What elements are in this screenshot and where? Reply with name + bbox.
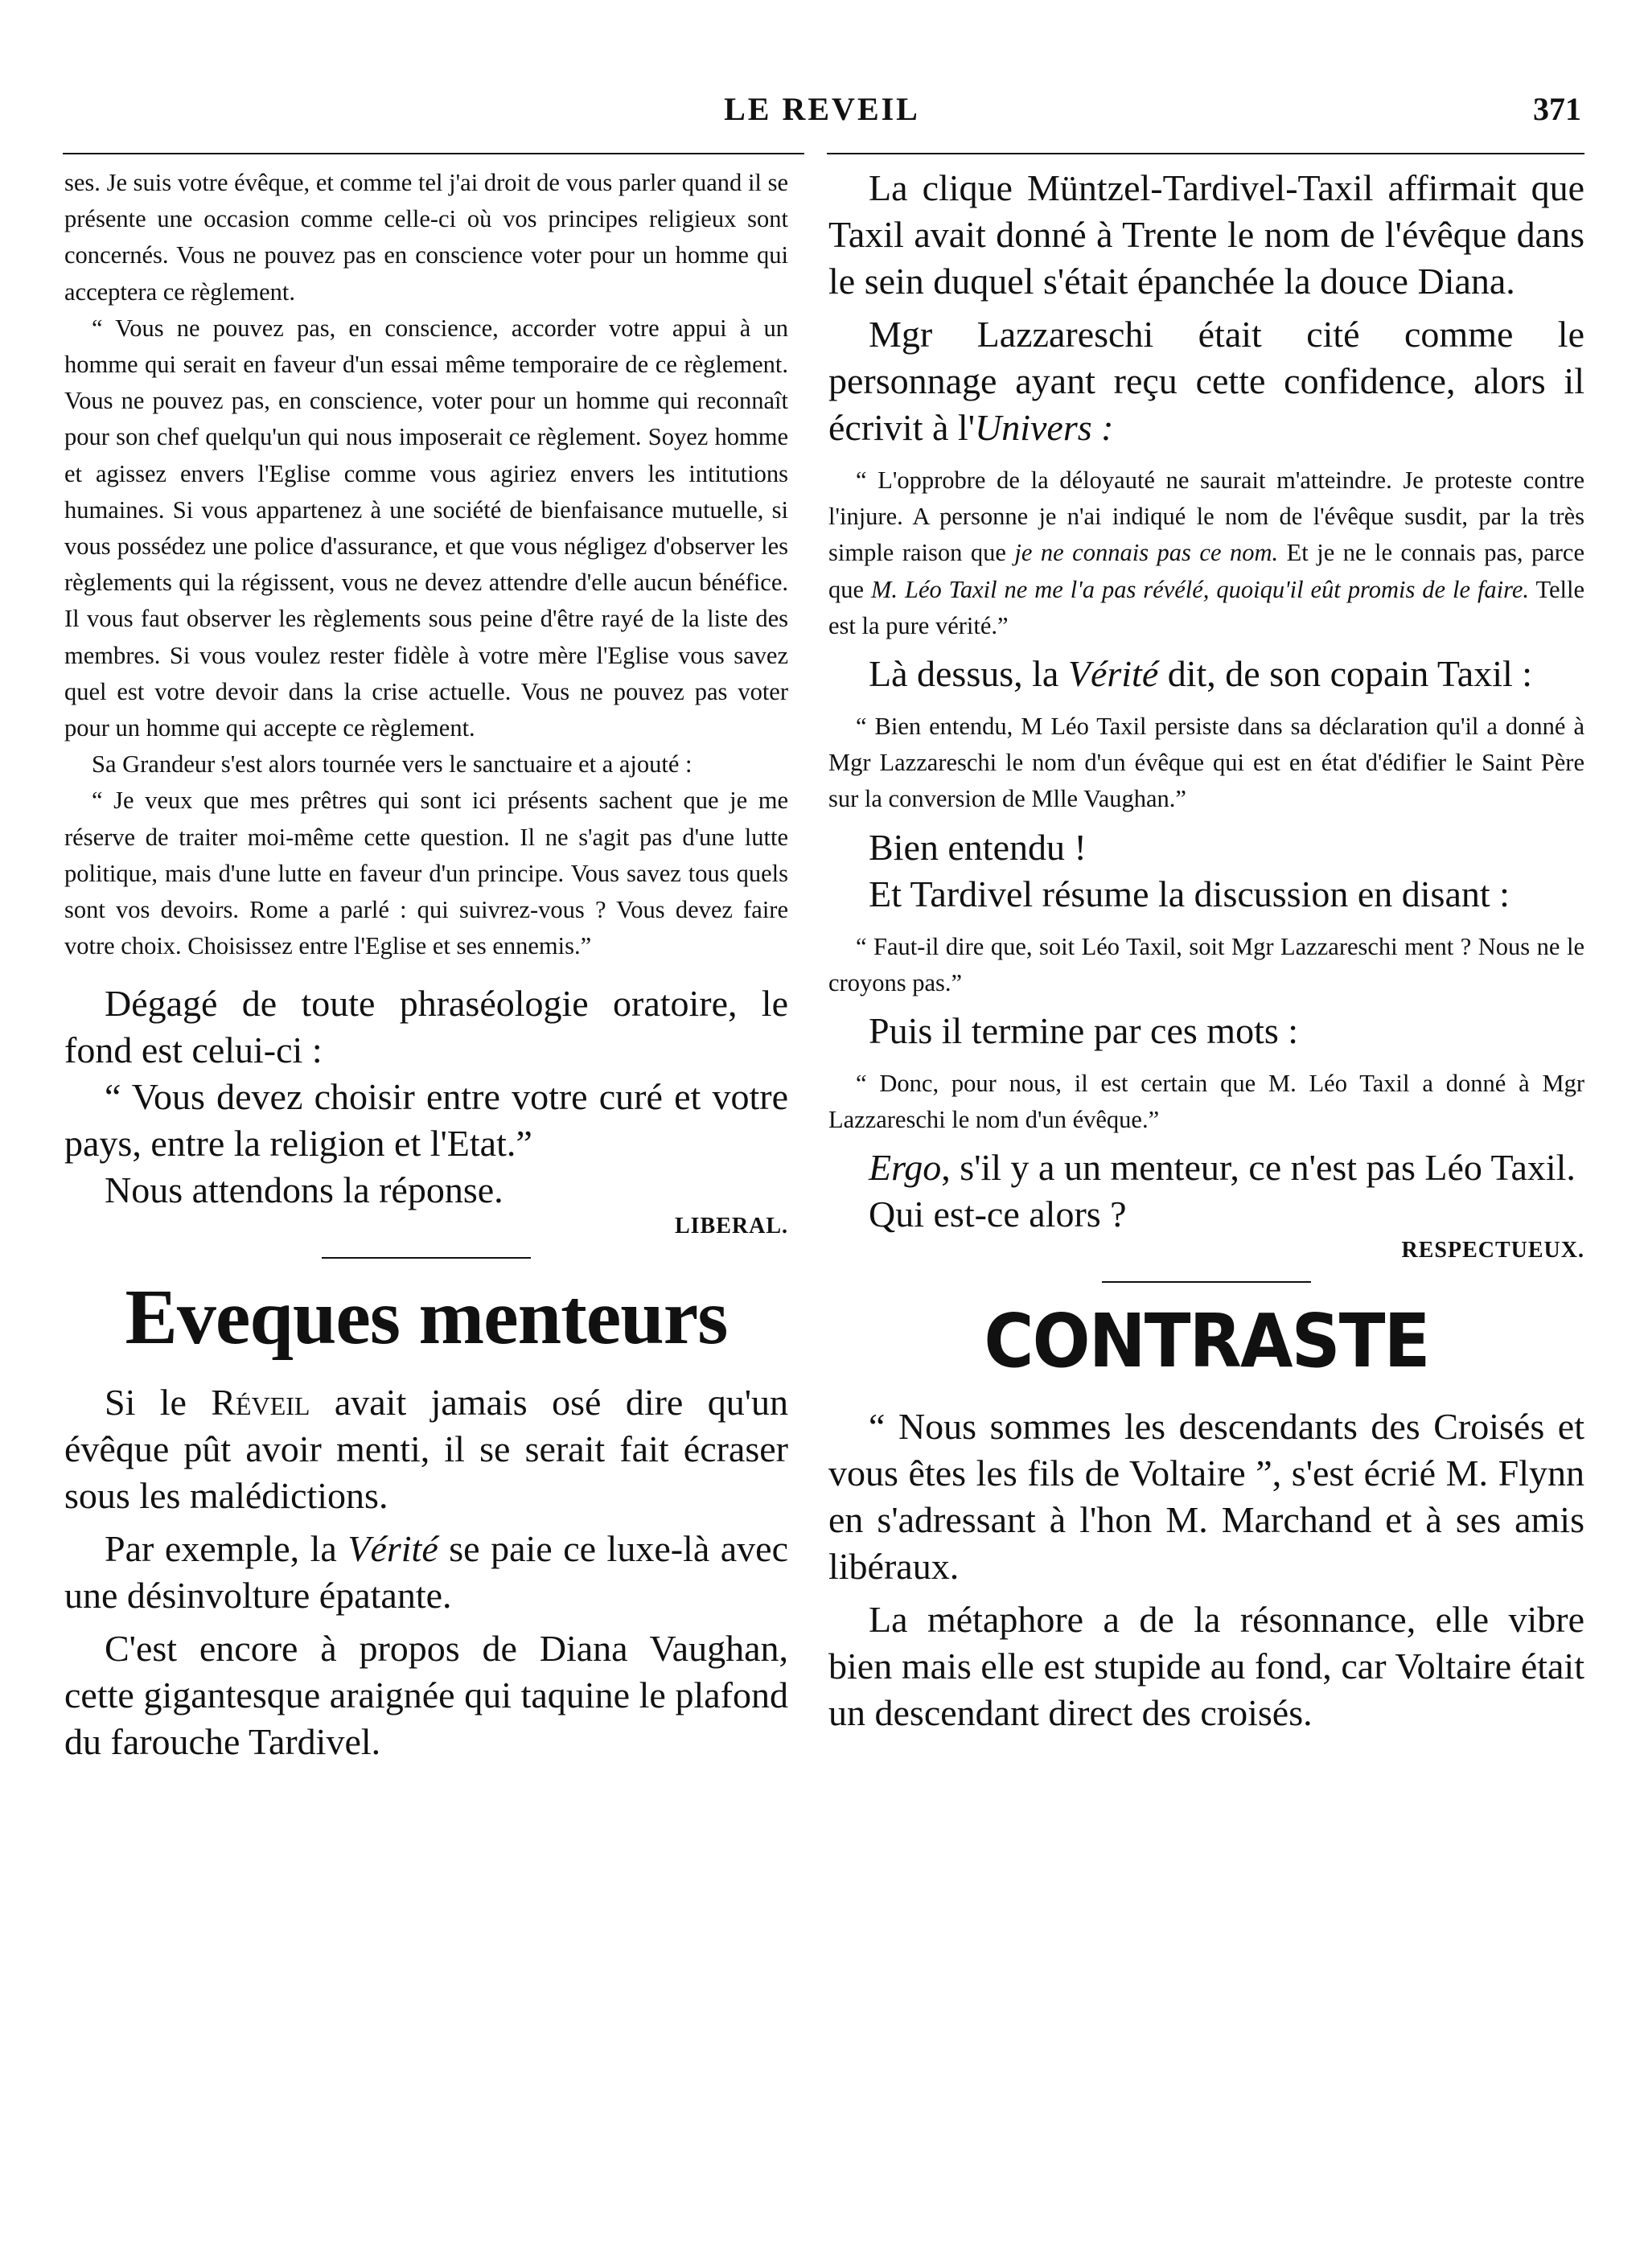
paragraph	[828, 651, 1584, 697]
paragraph: ses. Je suis votre évêque, et comme tel j'ai droit de vous parler quand il se présente une occasion comme celle-ci où vos principes religieux sont concernés. Vous ne pouvez pas en conscience voter pour un homme qui acceptera ce règlement.	[64, 169, 788, 306]
paragraph	[64, 1526, 788, 1619]
paragraph	[64, 1379, 788, 1519]
text-run: Par exemple, la	[105, 1528, 348, 1570]
quote-paragraph: “ Bien entendu, M Léo Taxil persiste dans sa déclaration qu'il a donné à Mgr Lazzareschi le nom d'un évêque qui est en état d'édifier le Saint Père sur la conversion de Mlle Vaughan.”	[828, 713, 1584, 813]
newspaper-name: Vérité	[347, 1528, 438, 1570]
text-run: Mgr Lazzareschi était cité comme le personnage ayant reçu cette confidence, alors il écrivit à l'	[828, 314, 1584, 448]
left-column	[64, 165, 788, 1765]
text-run: avait jamais osé dire qu'un évêque pût avoir menti, il se serait fait écraser sous les malédictions.	[64, 1382, 789, 1517]
text-run: Là dessus, la	[869, 653, 1068, 695]
paragraph: Bien entendu !	[869, 826, 1087, 868]
text-run: Telle est la pure vérité.”	[828, 575, 1584, 639]
newspaper-name: Univers :	[974, 407, 1114, 448]
paragraph: Puis il termine par ces mots :	[869, 1010, 1299, 1052]
text-run: se paie ce luxe-là avec une désinvolture épatante.	[64, 1528, 788, 1617]
text-run: Et je ne le connais pas, parce que	[828, 539, 1584, 603]
text-run: dit, de son copain Taxil :	[1158, 653, 1533, 695]
running-head: LE REVEIL	[724, 91, 920, 127]
quote-paragraph: “ Nous sommes les descendants des Croisés et vous êtes les fils de Voltaire ”, s'est écrié M. Flynn en s'adressant à l'hon M. Marchand et à ses amis libéraux.	[828, 1406, 1584, 1588]
article-headline: CONTRASTE	[984, 1298, 1429, 1385]
paragraph	[828, 1144, 1584, 1191]
quote-paragraph: “ Je veux que mes prêtres qui sont ici présents sachent que je me réserve de traiter moi-même cette question. Il ne s'agit pas d'une lutte politique, mais d'une lutte en faveur d'un principe. Vous savez tous quels sont vos devoirs. Rome a parlé : qui suivrez-vous ? Vous devez faire votre choix. Choisissez entre l'Eglise et ses ennemis.”	[64, 787, 788, 960]
quote-paragraph	[828, 462, 1584, 644]
paragraph: C'est encore à propos de Diana Vaughan, cette gigantesque araignée qui taquine le plafond du farouche Tardivel.	[64, 1628, 788, 1763]
quote-paragraph: “ Donc, pour nous, il est certain que M. Léo Taxil a donné à Mgr Lazzareschi le nom d'un évêque.”	[828, 1070, 1584, 1134]
header-rule-left	[63, 153, 804, 154]
text-run: , s'il y a un menteur, ce n'est pas Léo Taxil.	[941, 1147, 1576, 1189]
text-run: “ L'opprobre de la déloyauté ne saurait m'atteindre. Je proteste contre l'injure. A personne je n'ai indiqué le nom de l'évêque susdit, par la très simple raison que	[828, 466, 1584, 567]
quote-paragraph: “ Vous ne pouvez pas, en conscience, accorder votre appui à un homme qui serait en faveur d'un essai même temporaire de ce règlement. Vous ne pouvez pas, en conscience, voter pour un homme qui reconnaît pour son chef quelqu'un qui nous imposerait ce règlement. Soyez homme et agissez envers l'Eglise comme vous agiriez envers les intitutions humaines. Si vous appartenez à une société de bienfaisance mutuelle, si vous possédez une police d'assurance, et que vous négligez d'observer les règlements qui la régissent, vous ne devez attendre d'elle aucun bénéfice. Il vous faut observer les règlements sous peine d'être rayé de la liste des membres. Si vous voulez rester fidèle à votre mère l'Eglise vous savez quel est votre devoir dans la crise actuelle. Vous ne pouvez pas voter pour un homme qui accepte ce règlement.	[64, 314, 788, 742]
paragraph: Et Tardivel résume la discussion en disant :	[869, 873, 1510, 914]
paragraph: La clique Müntzel-Tardivel-Taxil affirmait que Taxil avait donné à Trente le nom de l'évêque dans le sein duquel s'était épanchée la douce Diana.	[828, 167, 1584, 302]
italic-run: Ergo	[869, 1147, 942, 1189]
separator-rule	[322, 1257, 531, 1259]
signature: RESPECTUEUX.	[1401, 1238, 1584, 1263]
paragraph: La métaphore a de la résonnance, elle vibre bien mais elle est stupide au fond, car Voltaire était un descendant direct des croisés.	[828, 1599, 1584, 1734]
newspaper-name: Réveil	[211, 1382, 310, 1424]
paragraph	[828, 311, 1584, 451]
text-run: Si le	[105, 1382, 212, 1424]
italic-run: je ne connais pas ce nom.	[1014, 539, 1279, 567]
page-number: 371	[1533, 91, 1581, 127]
newspaper-name: Vérité	[1067, 653, 1159, 695]
quote-paragraph: “ Faut-il dire que, soit Léo Taxil, soit Mgr Lazzareschi ment ? Nous ne le croyons pas.”	[828, 932, 1584, 996]
italic-run: M. Léo Taxil ne me l'a pas révélé, quoiqu'il eût promis de le faire.	[871, 575, 1530, 603]
paragraph: Nous attendons la réponse.	[105, 1169, 503, 1211]
paragraph: Qui est-ce alors ?	[869, 1194, 1127, 1235]
header-rule-right	[827, 153, 1584, 154]
article-headline: Eveques menteurs	[125, 1274, 728, 1362]
quote-paragraph: “ Vous devez choisir entre votre curé et votre pays, entre la religion et l'Etat.”	[64, 1076, 788, 1165]
right-column	[828, 165, 1584, 1736]
paragraph: Sa Grandeur s'est alors tournée vers le sanctuaire et a ajouté :	[92, 750, 693, 779]
separator-rule	[1102, 1281, 1311, 1283]
signature: LIBERAL.	[674, 1214, 788, 1239]
paragraph: Dégagé de toute phraséologie oratoire, le fond est celui-ci :	[64, 983, 788, 1071]
